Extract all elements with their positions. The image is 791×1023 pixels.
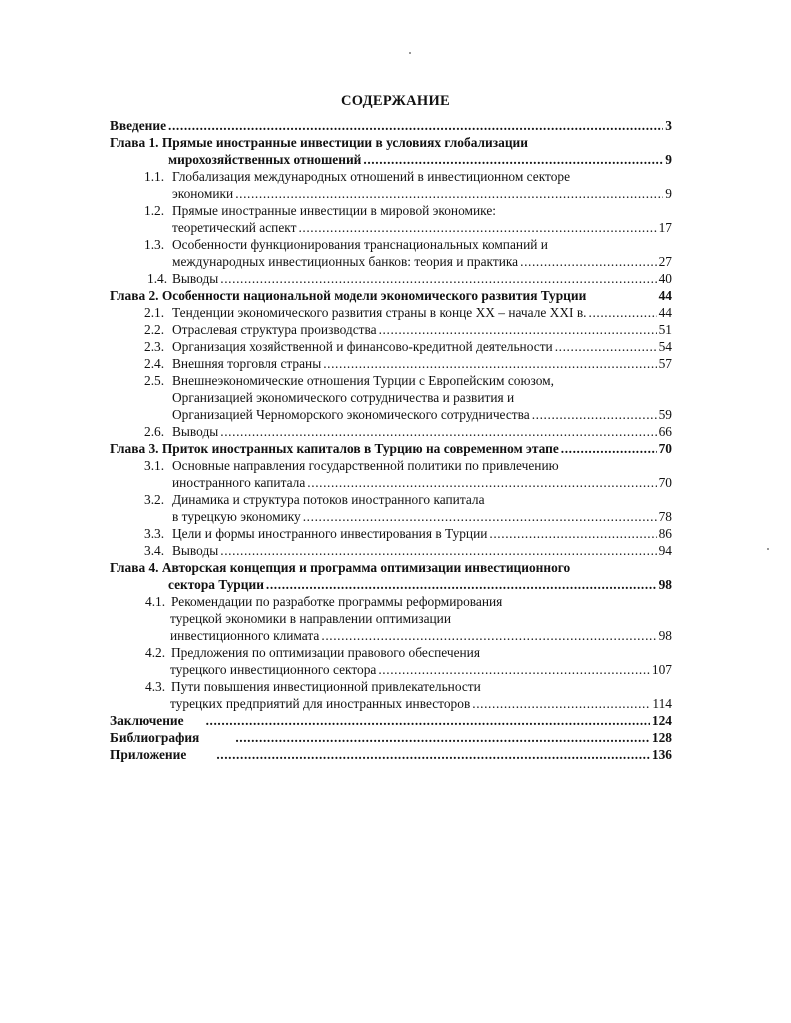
toc-section-1-3-heading[interactable]: 1.3. Особенности функционирования транснациональных компаний и <box>144 237 548 252</box>
section-number: 4.1. <box>145 594 166 609</box>
toc-section-4-1-heading[interactable]: 4.1. Рекомендации по разработке программы реформирования <box>145 594 503 609</box>
page-number: 3 <box>665 118 672 133</box>
page-number: 78 <box>658 509 672 524</box>
page-number: 107 <box>651 662 672 677</box>
scan-speck <box>409 52 411 54</box>
toc-section-1-4[interactable]: 1.4. Выводы ..... 40 <box>110 270 672 287</box>
toc-section-4-3[interactable]: турецких предприятий для иностранных инвесторов ..... 114 <box>110 695 672 712</box>
leader-dots <box>220 270 656 287</box>
page-number: 9 <box>665 152 672 167</box>
section-number: 3.1. <box>144 458 165 473</box>
leader-dots <box>220 423 656 440</box>
toc-bibliography[interactable]: Библиография ..... 128 <box>110 729 672 746</box>
toc-conclusion[interactable]: Заключение ..... 124 <box>110 712 672 729</box>
section-number: 2.2. <box>144 322 165 337</box>
toc-section-3-4[interactable]: 3.4. Выводы ..... 94 <box>110 542 672 559</box>
toc-section-4-3-heading[interactable]: 4.3. Пути повышения инвестиционной привлекательности <box>145 679 481 694</box>
toc-chapter-2[interactable]: Глава 2. Особенности национальной модели экономического развития Турции 44 <box>110 288 672 303</box>
section-number: 2.5. <box>144 373 165 388</box>
section-number: 2.1. <box>144 305 165 320</box>
leader-dots <box>489 525 656 542</box>
page-number: 86 <box>658 526 672 541</box>
leader-dots <box>363 151 663 168</box>
toc-appendix[interactable]: Приложение ..... 136 <box>110 746 672 763</box>
section-number: 3.3. <box>144 526 165 541</box>
leader-dots <box>323 355 656 372</box>
toc-chapter-3[interactable]: Глава 3. Приток иностранных капиталов в Турцию на современном этапе ..... 70 <box>110 440 672 457</box>
toc-section-3-1-heading[interactable]: 3.1. Основные направления государственной политики по привлечению <box>144 458 559 473</box>
page-number: 27 <box>658 254 672 269</box>
toc-section-3-3[interactable]: 3.3. Цели и формы иностранного инвестирования в Турции ..... 86 <box>110 525 672 542</box>
section-number: 4.2. <box>145 645 166 660</box>
section-number: 3.2. <box>144 492 165 507</box>
leader-dots <box>307 474 656 491</box>
page-number: 98 <box>658 577 672 592</box>
toc-section-1-3[interactable]: международных инвестиционных банков: теория и практика ..... 27 <box>110 253 672 270</box>
page-number: 98 <box>658 628 672 643</box>
section-number: 2.4. <box>144 356 165 371</box>
leader-dots <box>321 627 656 644</box>
toc-section-1-1[interactable]: экономики ..... 9 <box>110 185 672 202</box>
leader-dots <box>298 219 656 236</box>
toc-chapter-4-heading[interactable]: Глава 4. Авторская концепция и программа оптимизации инвестиционного <box>110 560 571 575</box>
section-number: 1.3. <box>144 237 165 252</box>
page-number: 54 <box>658 339 672 354</box>
toc-section-2-5-heading[interactable]: 2.5. Внешнеэкономические отношения Турции с Европейским союзом, <box>144 373 554 388</box>
toc-chapter-1-heading[interactable]: Глава 1. Прямые иностранные инвестиции в условиях глобализации <box>110 135 528 150</box>
page-number: 124 <box>651 713 672 728</box>
leader-dots <box>220 542 656 559</box>
toc-section-3-2[interactable]: в турецкую экономику ..... 78 <box>110 508 672 525</box>
toc-section-1-2[interactable]: теоретический аспект ..... 17 <box>110 219 672 236</box>
toc-chapter-1[interactable]: мирохозяйственных отношений ..... 9 <box>110 151 672 168</box>
section-number: 4.3. <box>145 679 166 694</box>
toc-section-4-1[interactable]: инвестиционного климата ..... 98 <box>110 627 672 644</box>
toc-section-2-2[interactable]: 2.2. Отраслевая структура производства ..... 51 <box>110 321 672 338</box>
leader-dots <box>235 185 663 202</box>
leader-dots <box>520 253 656 270</box>
leader-dots <box>378 661 650 678</box>
leader-dots <box>303 508 657 525</box>
toc-section-3-2-heading[interactable]: 3.2. Динамика и структура потоков иностранного капитала <box>144 492 485 507</box>
leader-dots <box>555 338 657 355</box>
page-number: 17 <box>658 220 672 235</box>
leader-dots <box>235 729 650 746</box>
toc-section-2-6[interactable]: 2.6. Выводы ..... 66 <box>110 423 672 440</box>
section-number: 2.3. <box>144 339 165 354</box>
toc-section-2-1[interactable]: 2.1. Тенденции экономического развития страны в конце XX – начале XXI в. ..... 44 <box>110 304 672 321</box>
page-number: 94 <box>658 543 672 558</box>
scan-speck <box>767 548 769 550</box>
toc-section-1-2-heading[interactable]: 1.2. Прямые иностранные инвестиции в мировой экономике: <box>144 203 497 218</box>
section-number: 1.1. <box>144 169 165 184</box>
toc-section-4-2-heading[interactable]: 4.2. Предложения по оптимизации правового обеспечения <box>145 645 481 660</box>
page-number: 57 <box>658 356 672 371</box>
toc-chapter-4[interactable]: сектора Турции ..... 98 <box>110 576 672 593</box>
page-number: 70 <box>658 475 672 490</box>
leader-dots <box>561 440 657 457</box>
page-number: 44 <box>658 288 672 303</box>
table-of-contents <box>110 117 672 763</box>
toc-section-2-5-line2[interactable]: Организацией экономического сотрудничества и развития и <box>172 390 515 405</box>
page-number: 59 <box>658 407 672 422</box>
toc-section-3-1[interactable]: иностранного капитала ..... 70 <box>110 474 672 491</box>
page-number: 66 <box>658 424 672 439</box>
leader-dots <box>589 304 657 321</box>
toc-section-2-4[interactable]: 2.4. Внешняя торговля страны ..... 57 <box>110 355 672 372</box>
page-number: 51 <box>658 322 672 337</box>
leader-dots <box>168 117 663 134</box>
leader-dots <box>206 712 650 729</box>
page-number: 136 <box>651 747 672 762</box>
toc-section-2-3[interactable]: 2.3. Организация хозяйственной и финансово-кредитной деятельности ..... 54 <box>110 338 672 355</box>
toc-section-1-1-heading[interactable]: 1.1. Глобализация международных отношений в инвестиционном секторе <box>144 169 571 184</box>
page-number: 40 <box>658 271 672 286</box>
section-number: 2.6. <box>144 424 165 439</box>
leader-dots <box>216 746 650 763</box>
leader-dots <box>472 695 650 712</box>
toc-section-2-5[interactable]: Организацией Черноморского экономического сотрудничества ..... 59 <box>110 406 672 423</box>
section-number: 1.4. <box>147 271 168 286</box>
leader-dots <box>266 576 657 593</box>
leader-dots <box>379 321 657 338</box>
page-number: 9 <box>665 186 672 201</box>
page-number: 128 <box>651 730 672 745</box>
toc-section-4-1-line2[interactable]: турецкой экономики в направлении оптимизации <box>170 611 452 626</box>
toc-section-4-2[interactable]: турецкого инвестиционного сектора ..... 107 <box>110 661 672 678</box>
page-number: 114 <box>652 696 672 711</box>
toc-intro[interactable]: Введение ..... 3 <box>110 117 672 134</box>
page-title: СОДЕРЖАНИЕ <box>340 93 451 109</box>
section-number: 1.2. <box>144 203 165 218</box>
page-number: 44 <box>658 305 672 320</box>
section-number: 3.4. <box>144 543 165 558</box>
page-number: 70 <box>658 441 672 456</box>
leader-dots <box>532 406 657 423</box>
